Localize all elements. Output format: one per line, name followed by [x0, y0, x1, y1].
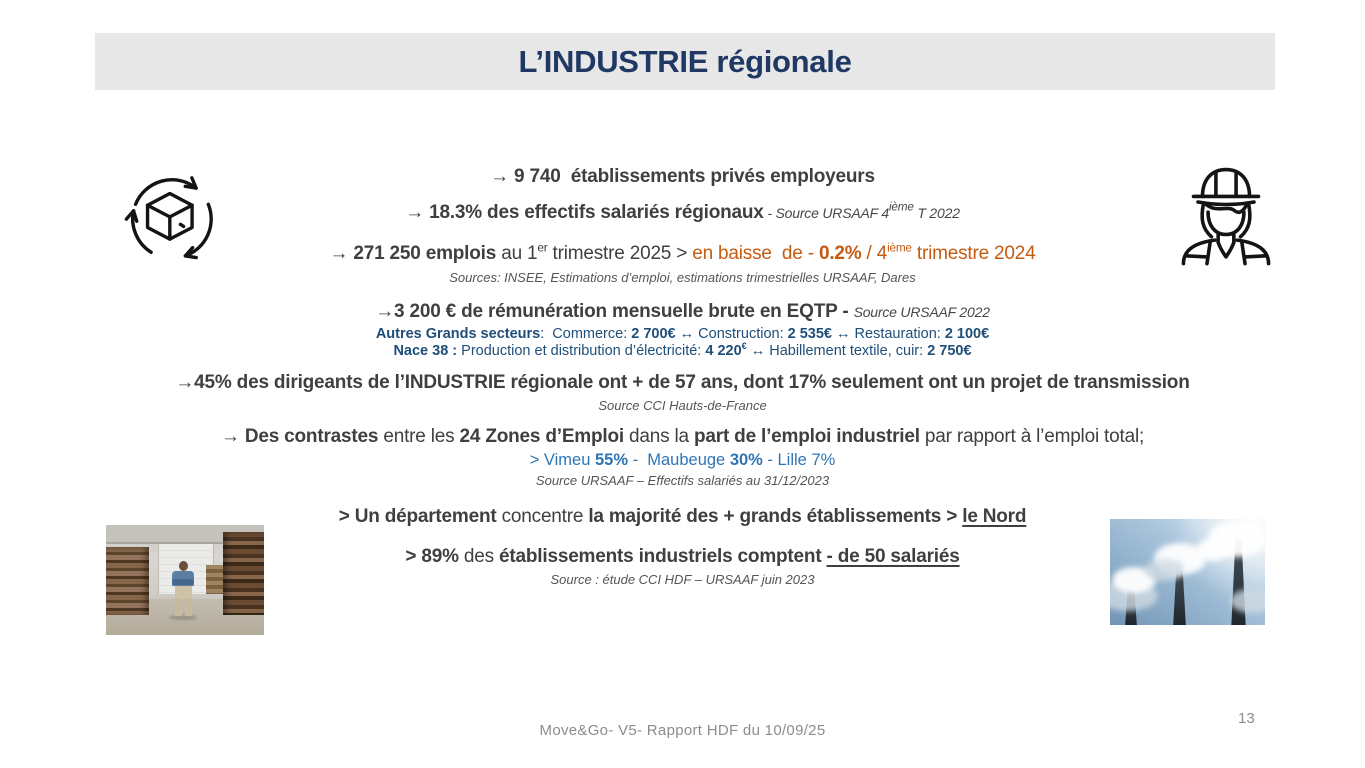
arrow-icon: → [375, 301, 395, 322]
chevron: > [338, 506, 355, 527]
highlight-orange: / 4 [861, 243, 888, 264]
label: Autres Grands secteurs [375, 326, 541, 342]
text: ↔ Restauration: [832, 326, 945, 342]
worker-leg [185, 598, 192, 616]
text: Production et distribution d’électricité: [461, 343, 706, 359]
value: 89% [421, 546, 459, 567]
inline-source: Source URSAAF 2022 [853, 304, 990, 320]
superscript: ième [887, 241, 912, 255]
superscript: er [537, 241, 548, 255]
lumber-stack-small [206, 565, 223, 595]
source-note: Sources: INSEE, Estimations d’emploi, estimations trimestrielles URSAAF, Dares [449, 270, 916, 285]
bullet-text: au 1 [496, 243, 538, 264]
bullet-text: 18.3% des effectifs salariés régionaux [424, 202, 764, 223]
bullet-effectifs [0, 202, 1365, 225]
footer-text: Move&Go- V5- Rapport HDF du 10/09/25 [539, 722, 826, 739]
arrow-icon: → [220, 426, 245, 447]
bullet-dirigeants [0, 372, 1365, 395]
page-number: 13 [1238, 710, 1255, 727]
bullet-text: trimestre 2025 > [547, 243, 693, 264]
bullet-text-bold: Des contrastes [244, 426, 379, 447]
value: 55% [594, 451, 628, 469]
bullet-text: concentre [496, 506, 589, 527]
value: 2 750€ [927, 343, 972, 359]
smoke-cloud [1144, 559, 1184, 581]
arrow-icon: → [175, 372, 195, 393]
text: > Vimeu [529, 451, 595, 469]
arrow-icon: → [405, 202, 425, 223]
source-note: Source : étude CCI HDF – URSAAF juin 2023 [550, 572, 815, 587]
detail-zones [0, 451, 1365, 471]
bullet-text-bold: 24 Zones d’Emploi [459, 426, 624, 447]
worker-overalls [175, 586, 192, 598]
photo-smokestacks [1110, 519, 1265, 625]
separator: > [941, 506, 963, 527]
bullet-text: dans la [623, 426, 694, 447]
value: 2 535€ [787, 326, 832, 342]
text: ↔ Habillement textile, cuir: [746, 343, 928, 359]
bullet-text-bold: Un département [354, 506, 497, 527]
bullet-text-bold: la majorité des + grands établissements [588, 506, 942, 527]
detail-secteurs [0, 326, 1365, 343]
bullet-contrastes [0, 426, 1365, 449]
text: - Maubeuge [628, 451, 730, 469]
superscript: ième [889, 200, 914, 214]
label: Nace 38 : [393, 343, 462, 359]
separator: - [837, 301, 854, 322]
source-note: Source CCI Hauts-de-France [598, 398, 767, 413]
chevron: > [405, 546, 422, 567]
bullet-text: 3 200 € de rémunération mensuelle brute en EQTP [394, 301, 838, 322]
source-note: Source URSAAF – Effectifs salariés au 31/12/2023 [535, 473, 830, 488]
text: ↔ Construction: [675, 326, 788, 342]
bullet-emplois [0, 243, 1365, 266]
value: 30% [729, 451, 763, 469]
highlight-orange: trimestre 2024 [911, 243, 1036, 264]
worker-head [179, 561, 188, 571]
arrow-icon: → [329, 243, 349, 264]
photo-warehouse-worker [106, 525, 264, 635]
bullet-text: par rapport à l’emploi total; [919, 426, 1145, 447]
bullet-text-bold: établissements industriels comptent [499, 546, 827, 567]
bullet-text-bold: 271 250 emplois [348, 243, 497, 264]
lumber-stack-right [223, 532, 264, 616]
inline-source: - Source URSAAF 4 [763, 205, 889, 221]
text: - Lille 7% [762, 451, 836, 469]
detail-nace [0, 343, 1365, 360]
value: 2 700€ [631, 326, 676, 342]
smoke-cloud [1196, 539, 1230, 561]
superscript: € [741, 341, 747, 352]
bullet-text-bold: part de l’emploi industriel [694, 426, 920, 447]
page-title: L’INDUSTRIE régionale [518, 43, 852, 79]
bullet-text: 9 740 établissements privés employeurs [508, 166, 875, 187]
highlight-orange-bold: 0.2% [818, 243, 862, 264]
bullet-text: 45% des dirigeants de l’INDUSTRIE régionale ont + de 57 ans, dont 17% seulement ont un projet de transmission [194, 372, 1190, 393]
worker-crossed-arms [172, 579, 194, 585]
bullet-text: des [458, 546, 500, 567]
underlined-text: le Nord [962, 506, 1027, 527]
lumber-stack-left [106, 547, 149, 615]
title-banner [95, 33, 1275, 90]
bullet-etablissements [0, 166, 1365, 189]
bullet-remuneration [0, 301, 1365, 324]
value: 4 220 [705, 343, 742, 359]
worker-leg [175, 598, 182, 616]
underlined-text: - de 50 salariés [826, 546, 960, 567]
text: : Commerce: [540, 326, 632, 342]
value: 2 100€ [944, 326, 990, 342]
highlight-orange: en baisse de - [692, 243, 819, 264]
bullet-text: entre les [378, 426, 460, 447]
inline-source: T 2022 [913, 205, 960, 221]
arrow-icon: → [490, 166, 509, 187]
